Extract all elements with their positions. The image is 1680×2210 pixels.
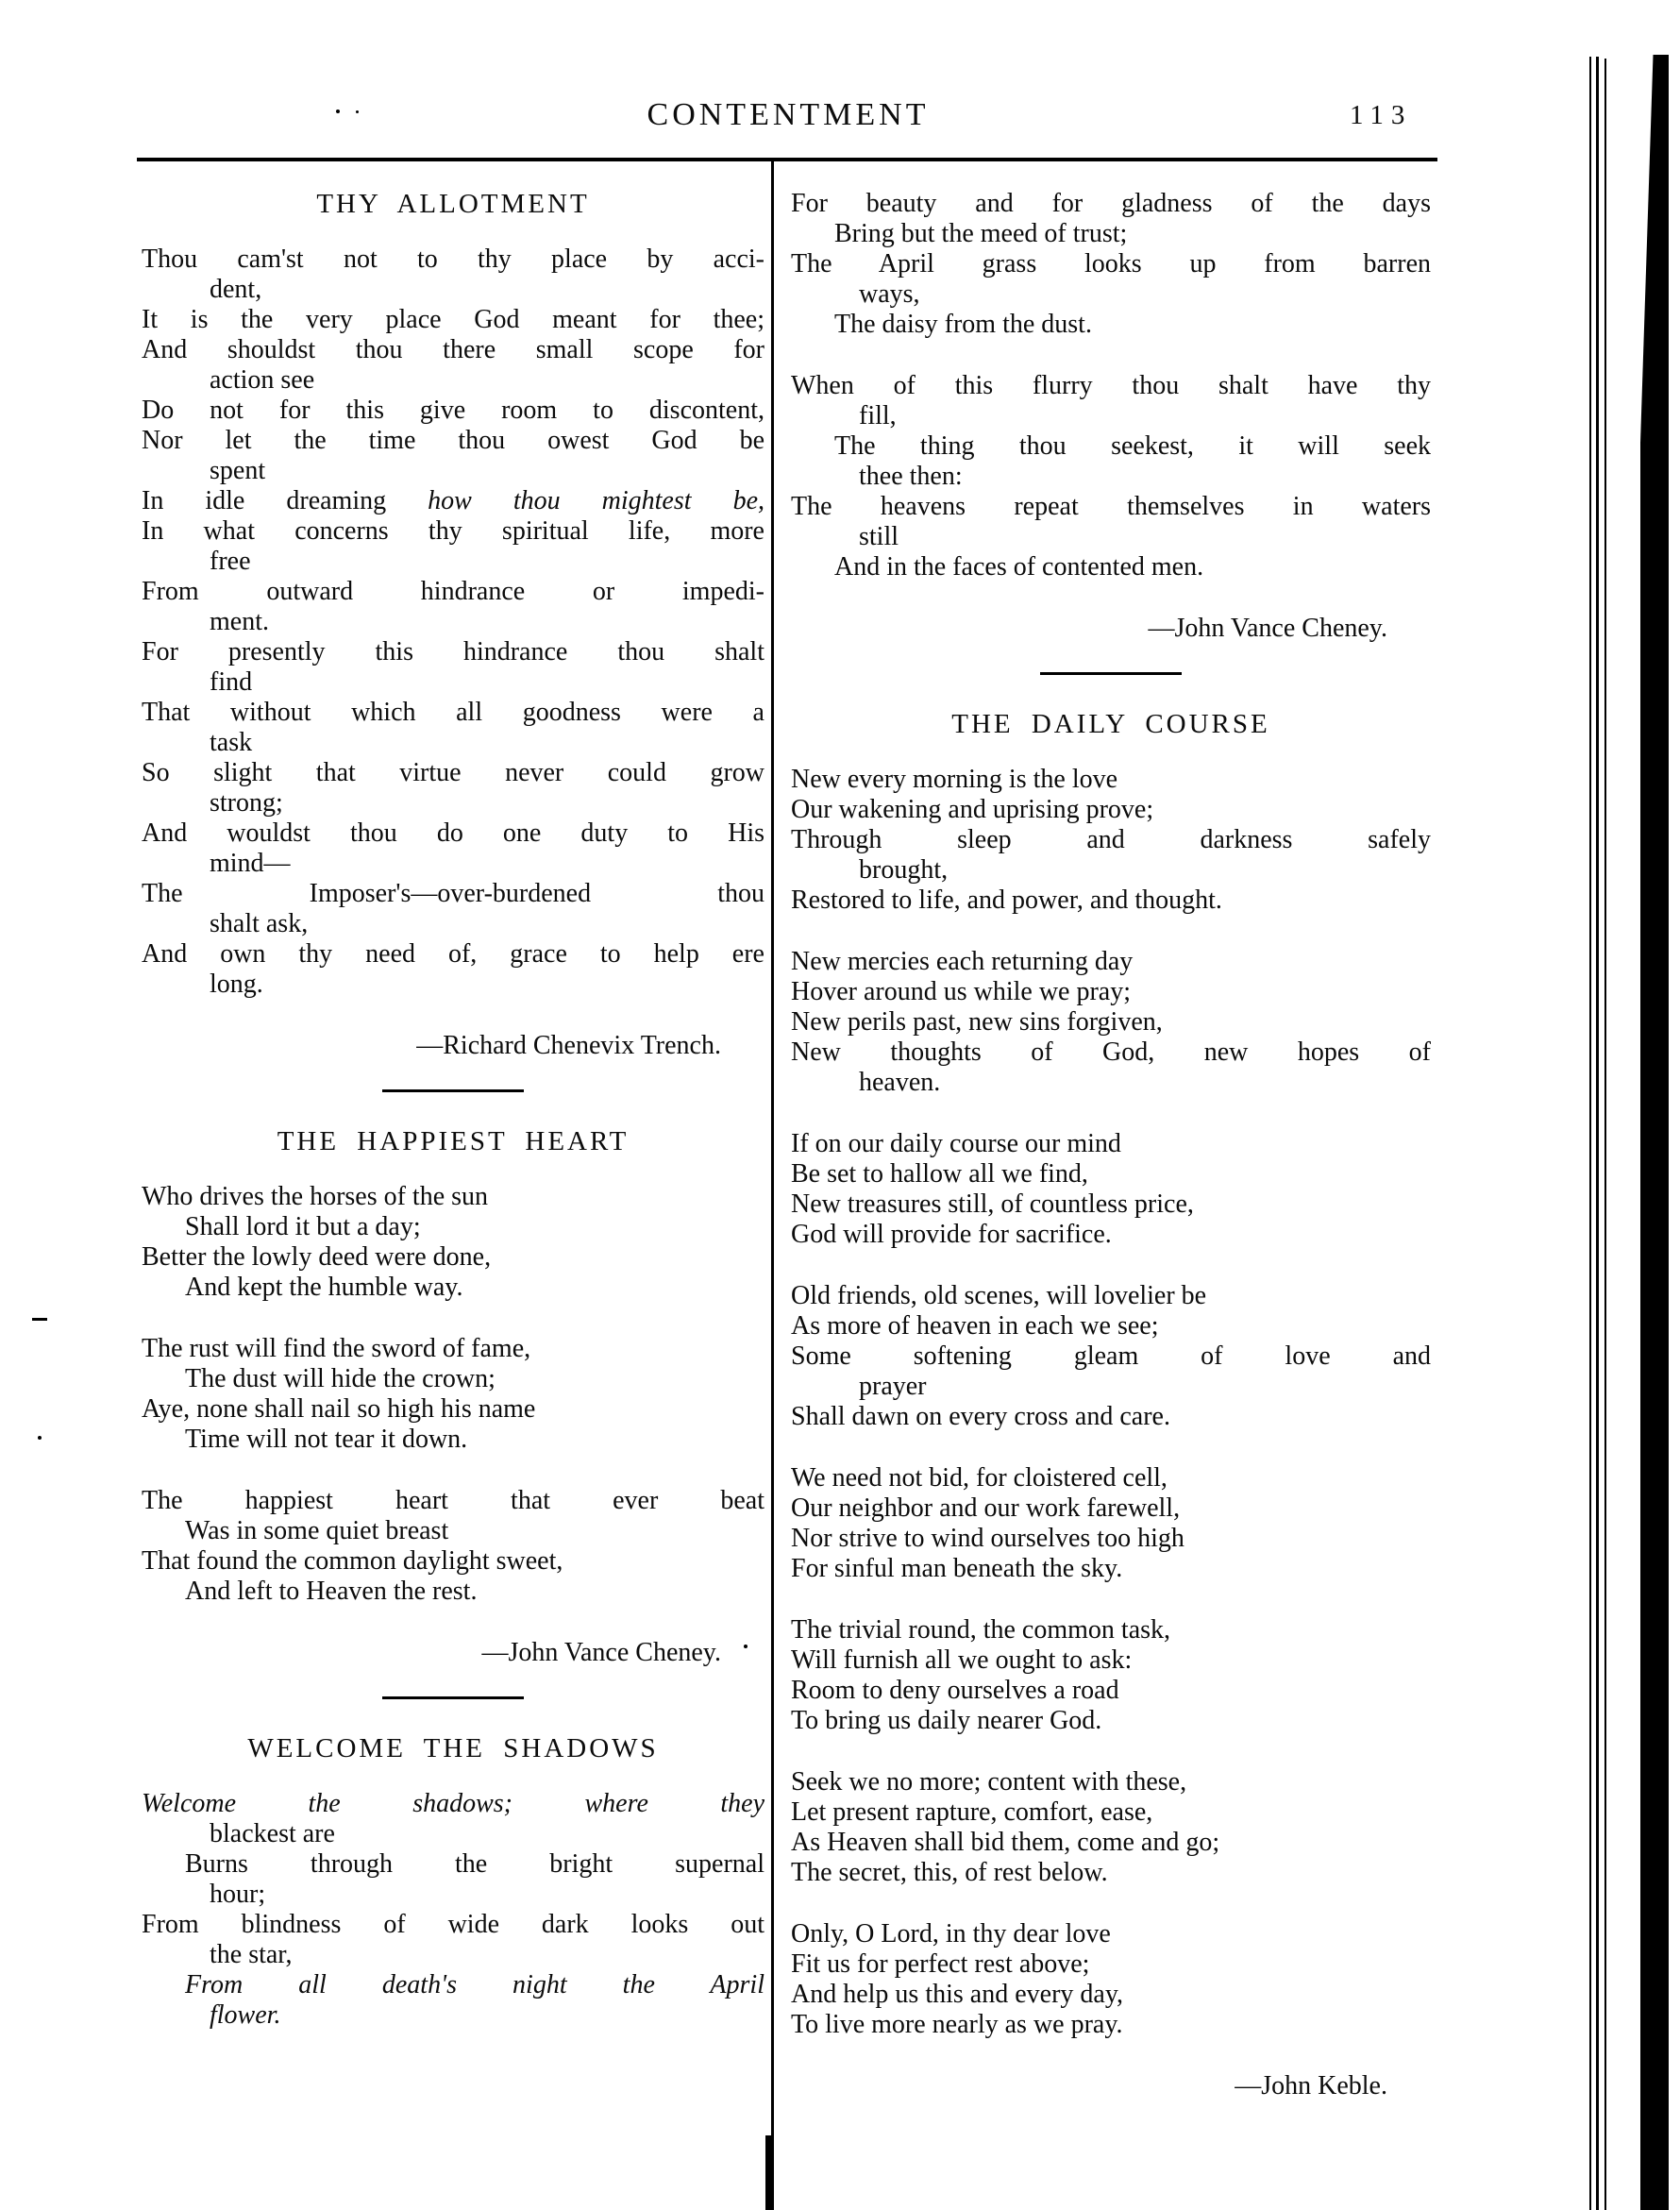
- stanza: [142, 1334, 764, 1455]
- scan-artifact-edge-line: [1596, 57, 1599, 2210]
- poem-line: Room to deny ourselves a road: [791, 1676, 1119, 1705]
- poem-line: fill,: [859, 401, 897, 430]
- section-divider: [382, 1089, 524, 1092]
- poem-attribution: —John Vance Cheney.: [481, 1638, 721, 1667]
- scan-artifact-speck: [38, 1436, 42, 1440]
- stanza: [791, 371, 1431, 582]
- poem-line: strong;: [210, 788, 283, 818]
- poem-line: heaven.: [859, 1068, 941, 1097]
- poem-line: New mercies each returning day: [791, 947, 1134, 976]
- poem-line: And kept the humble way.: [185, 1273, 463, 1302]
- stanza: [791, 1767, 1431, 1888]
- poem-line: That without which all goodness were a: [142, 698, 764, 727]
- poem-line: prayer: [859, 1372, 927, 1401]
- poem-line: And shouldst thou there small scope for: [142, 335, 764, 364]
- poem-line: For sinful man beneath the sky.: [791, 1554, 1123, 1583]
- scan-artifact-speck: [32, 1318, 47, 1321]
- poem-line: To bring us daily nearer God.: [791, 1706, 1102, 1735]
- poem-title: THE DAILY COURSE: [951, 709, 1270, 739]
- poem-line: Do not for this give room to discontent,: [142, 396, 764, 425]
- poem-line: Hover around us while we pray;: [791, 977, 1132, 1006]
- poem-attribution: —Richard Chenevix Trench.: [416, 1031, 721, 1060]
- poem-line: Fit us for perfect rest above;: [791, 1949, 1090, 1979]
- poem-line: thee then:: [859, 462, 963, 491]
- poem-line: The trivial round, the common task,: [791, 1615, 1171, 1645]
- poem-line: It is the very place God meant for thee;: [142, 305, 764, 334]
- poem-line: The happiest heart that ever beat: [142, 1486, 764, 1515]
- scan-artifact-speck: [356, 110, 359, 113]
- poem-section: [791, 709, 1431, 2101]
- poem-line: And in the faces of contented men.: [834, 552, 1204, 582]
- stanza: [142, 1789, 764, 2031]
- poem-line: Will furnish all we ought to ask:: [791, 1645, 1133, 1675]
- poem-line: Old friends, old scenes, will lovelier be: [791, 1281, 1207, 1310]
- poem-line: action see: [210, 365, 315, 395]
- poem-line: flower.: [210, 2000, 281, 2030]
- poem-section: [142, 1733, 764, 2031]
- poem-line: As more of heaven in each we see;: [791, 1311, 1159, 1341]
- stanza: [791, 189, 1431, 340]
- poem-line: From all death's night the April: [185, 1970, 764, 1999]
- poem-line: Who drives the horses of the sun: [142, 1182, 489, 1211]
- poem-line: When of this flurry thou shalt have thy: [791, 371, 1431, 400]
- poem-line: Let present rapture, comfort, ease,: [791, 1797, 1153, 1827]
- poem-line: still: [859, 522, 899, 551]
- poem-line: God will provide for sacrifice.: [791, 1220, 1112, 1249]
- poem-line: In what concerns thy spiritual life, more: [142, 516, 764, 546]
- poem-line: New perils past, new sins forgiven,: [791, 1007, 1163, 1037]
- poem-line: ways,: [859, 279, 920, 309]
- poem-line: Nor strive to wind ourselves too high: [791, 1524, 1184, 1553]
- poem-line: And wouldst thou do one duty to His: [142, 818, 764, 848]
- poem-line: The thing thou seekest, it will seek: [834, 431, 1431, 461]
- poem-line: spent: [210, 456, 266, 485]
- poem-line: If on our daily course our mind: [791, 1129, 1121, 1158]
- poem-line: Better the lowly deed were done,: [142, 1242, 492, 1272]
- poem-line: Time will not tear it down.: [185, 1425, 468, 1454]
- poem-line: The April grass looks up from barren: [791, 249, 1431, 278]
- left-column: [142, 189, 764, 2031]
- poem-line: And left to Heaven the rest.: [185, 1577, 478, 1606]
- poem-line: the star,: [210, 1940, 293, 1969]
- poem-line: dent,: [210, 275, 262, 304]
- page-number: 113: [1350, 100, 1413, 130]
- poem-line: Shall lord it but a day;: [185, 1212, 421, 1241]
- poem-section: [142, 1126, 764, 1668]
- stanza: [142, 245, 764, 1000]
- poem-line: The dust will hide the crown;: [185, 1364, 496, 1393]
- poem-line: That found the common daylight sweet,: [142, 1546, 563, 1576]
- poem-line: hour;: [210, 1880, 266, 1909]
- section-divider: [382, 1696, 524, 1699]
- poem-line: Shall dawn on every cross and care.: [791, 1402, 1170, 1431]
- poem-section: [142, 189, 764, 1061]
- poem-line: The heavens repeat themselves in waters: [791, 492, 1431, 521]
- scan-artifact-speck: [336, 110, 340, 113]
- poem-line: task: [210, 728, 253, 757]
- scan-artifact-edge-line: [1604, 59, 1606, 2210]
- poem-line: Our wakening and uprising prove;: [791, 795, 1154, 824]
- poem-line: Burns through the bright supernal: [185, 1849, 764, 1879]
- poem-attribution: —John Vance Cheney.: [1148, 614, 1387, 643]
- stanza: [791, 1129, 1431, 1250]
- right-column: [791, 189, 1431, 2101]
- poem-line: From blindness of wide dark looks out: [142, 1910, 764, 1939]
- stanza: [791, 1281, 1431, 1432]
- section-divider: [1040, 672, 1182, 675]
- poem-line: shalt ask,: [210, 909, 309, 938]
- poem-line: We need not bid, for cloistered cell,: [791, 1463, 1168, 1493]
- poem-line: New thoughts of God, new hopes of: [791, 1038, 1431, 1067]
- poem-title: WELCOME THE SHADOWS: [247, 1733, 659, 1763]
- header-rule: [137, 158, 1437, 161]
- poem-line: Welcome the shadows; where they: [142, 1789, 764, 1818]
- poem-line: Some softening gleam of love and: [791, 1341, 1431, 1371]
- poem-line: long.: [210, 970, 263, 999]
- poem-line: For beauty and for gladness of the days: [791, 189, 1431, 218]
- poem-line: Bring but the meed of trust;: [834, 219, 1128, 248]
- stanza: [791, 1919, 1431, 2040]
- poem-line: To live more nearly as we pray.: [791, 2010, 1123, 2039]
- poem-section: [791, 189, 1431, 644]
- stanza: [142, 1486, 764, 1607]
- poem-line: For presently this hindrance thou shalt: [142, 637, 764, 666]
- poem-line: Through sleep and darkness safely: [791, 825, 1431, 854]
- poem-line: Aye, none shall nail so high his name: [142, 1394, 536, 1424]
- poem-line: Seek we no more; content with these,: [791, 1767, 1187, 1797]
- poem-line: New every morning is the love: [791, 765, 1118, 794]
- stanza: [142, 1182, 764, 1303]
- scan-artifact-edge-line: [1589, 57, 1591, 2210]
- poem-line: The secret, this, of rest below.: [791, 1858, 1108, 1887]
- poem-line: The rust will find the sword of fame,: [142, 1334, 531, 1363]
- poem-line: The Imposer's—over-burdened thou: [142, 879, 764, 908]
- poem-line: free: [210, 547, 251, 576]
- stanza: [791, 1463, 1431, 1584]
- poem-line: As Heaven shall bid them, come and go;: [791, 1828, 1220, 1857]
- poem-line: Be set to hallow all we find,: [791, 1159, 1088, 1189]
- poem-line: Only, O Lord, in thy dear love: [791, 1919, 1111, 1949]
- poem-attribution: —John Keble.: [1235, 2071, 1387, 2100]
- stanza: [791, 1615, 1431, 1736]
- column-divider-ink-blob: [765, 2135, 774, 2210]
- poem-title: THY ALLOTMENT: [316, 189, 590, 219]
- stanza: [791, 947, 1431, 1098]
- running-head-title: CONTENTMENT: [647, 97, 930, 132]
- poem-line: brought,: [859, 855, 949, 885]
- poem-line: The daisy from the dust.: [834, 310, 1092, 339]
- poem-line: blackest are: [210, 1819, 335, 1848]
- poem-line: ment.: [210, 607, 269, 636]
- poem-line: So slight that virtue never could grow: [142, 758, 764, 787]
- poem-title: THE HAPPIEST HEART: [277, 1126, 630, 1156]
- poem-line: And own thy need of, grace to help ere: [142, 939, 764, 969]
- poem-line: mind—: [210, 849, 291, 878]
- poem-line: And help us this and every day,: [791, 1980, 1123, 2009]
- poem-line: Was in some quiet breast: [185, 1516, 449, 1545]
- poem-line: In idle dreaming how thou mightest be,: [142, 486, 764, 515]
- scan-artifact-binding-band: [1640, 55, 1669, 2210]
- column-divider-rule: [771, 161, 774, 2210]
- poem-line: Restored to life, and power, and thought.: [791, 886, 1222, 915]
- poem-line: Our neighbor and our work farewell,: [791, 1493, 1181, 1523]
- stanza: [791, 765, 1431, 916]
- scan-artifact-speck: [744, 1645, 748, 1648]
- poem-line: Thou cam'st not to thy place by acci-: [142, 245, 764, 274]
- poem-line: New treasures still, of countless price,: [791, 1189, 1194, 1219]
- poem-line: find: [210, 667, 253, 697]
- poem-line: Nor let the time thou owest God be: [142, 426, 764, 455]
- poem-line: From outward hindrance or impedi-: [142, 577, 764, 606]
